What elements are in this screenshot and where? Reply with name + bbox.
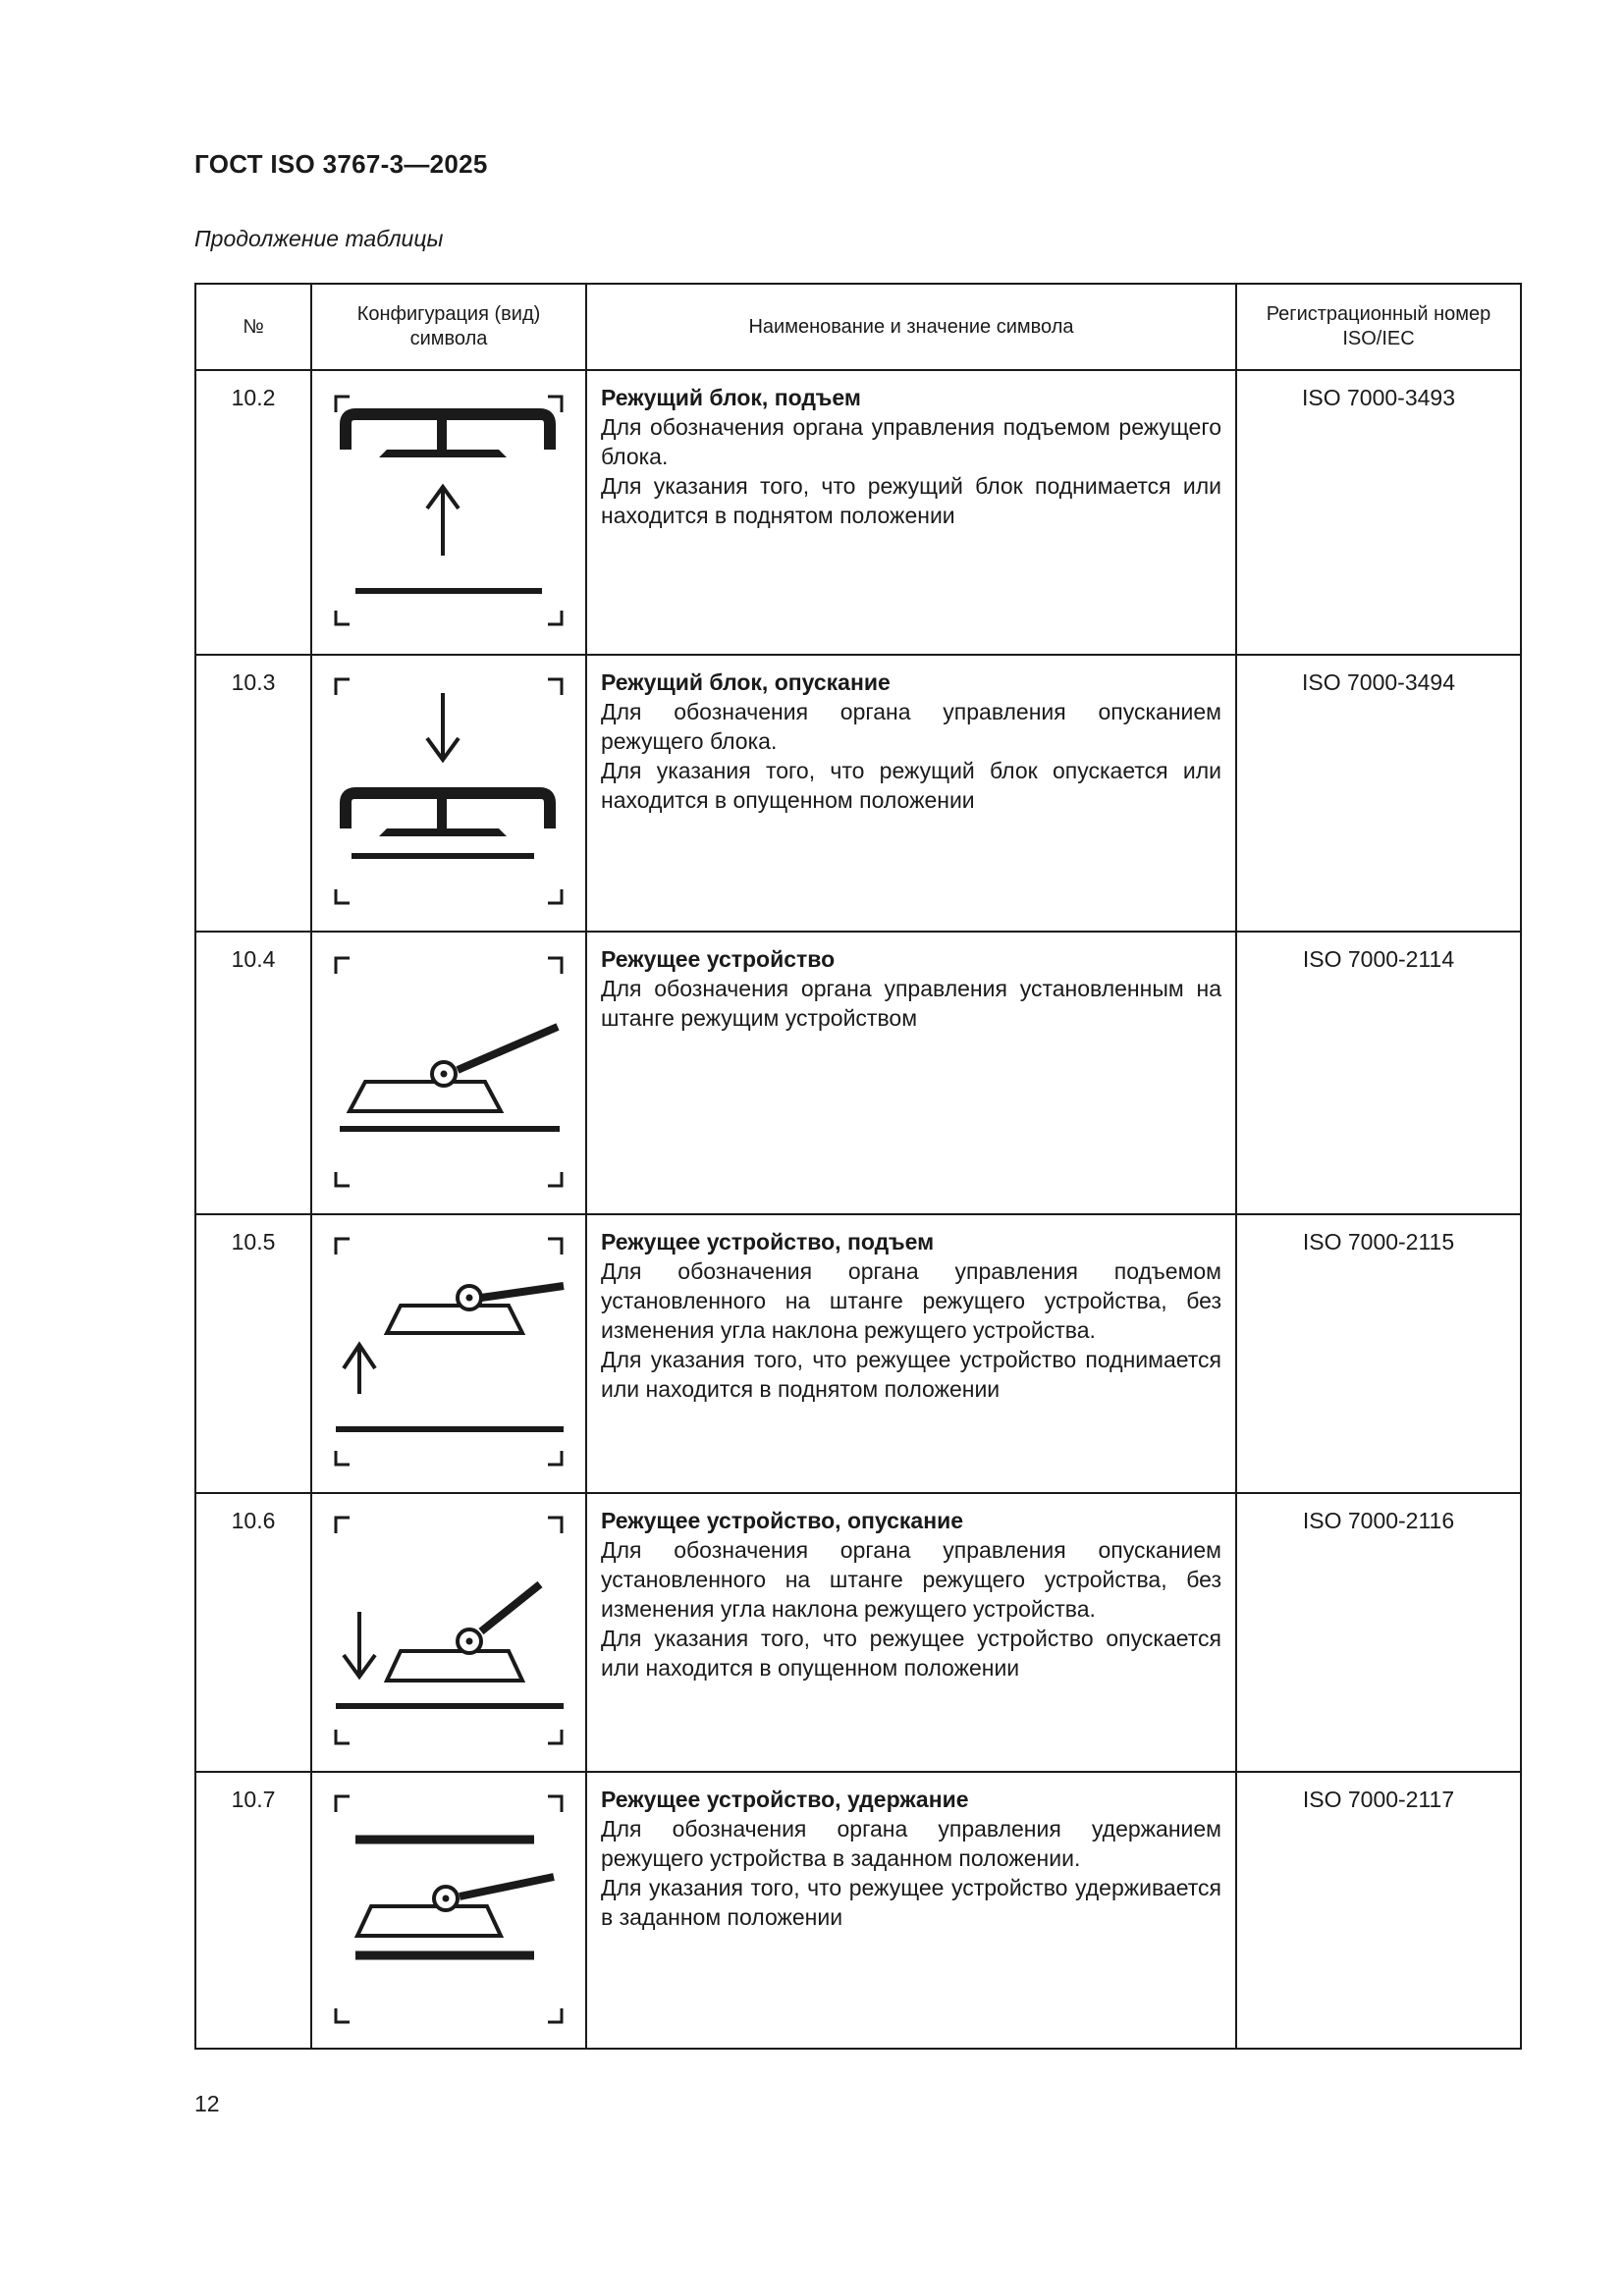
symbol-cell <box>311 1772 586 2049</box>
page-number: 12 <box>194 2091 220 2116</box>
registration-number: ISO 7000-3493 <box>1236 370 1521 655</box>
column-header-registration-number: Регистрационный номер ISO/IEC <box>1236 284 1521 370</box>
document-title: ГОСТ ISO 3767-3—2025 <box>194 149 488 179</box>
description-line: Для указания того, что режущий блок поднимается или находится в поднятом положении <box>601 473 1221 528</box>
description-line: Для обозначения органа управления опусканием установленного на штанге режущего устройства, без изменения угла наклона режущего устройства. <box>601 1537 1221 1622</box>
registration-number: ISO 7000-3494 <box>1236 655 1521 932</box>
table-row <box>195 1772 1521 2049</box>
symbol-cell <box>311 1214 586 1493</box>
cutting-device-raise-symbol <box>312 1215 583 1490</box>
symbol-description <box>586 370 1236 655</box>
description-line: Для обозначения органа управления удержанием режущего устройства в заданном положении. <box>601 1816 1221 1871</box>
column-header-number: № <box>195 284 311 370</box>
symbol-description <box>586 655 1236 932</box>
description-line: Для указания того, что режущее устройство опускается или находится в опущенном положении <box>601 1626 1221 1681</box>
table-row <box>195 655 1521 932</box>
cutting-device-lower-symbol <box>312 1494 583 1769</box>
row-number: 10.2 <box>195 370 311 655</box>
description-line: Для обозначения органа управления установленным на штанге режущим устройством <box>601 976 1221 1031</box>
cutting-device-hold-symbol <box>312 1773 583 2046</box>
description-line: Для указания того, что режущее устройство поднимается или находится в поднятом положении <box>601 1347 1221 1402</box>
row-number: 10.6 <box>195 1493 311 1772</box>
column-header-configuration: Конфигурация (вид) символа <box>311 284 586 370</box>
symbols-table <box>194 283 1522 2050</box>
description-line: Для указания того, что режущий блок опускается или находится в опущенном положении <box>601 758 1221 813</box>
symbol-name: Режущее устройство, подъем <box>601 1229 935 1255</box>
symbol-cell <box>311 1493 586 1772</box>
symbol-name: Режущее устройство, удержание <box>601 1787 969 1812</box>
symbol-name: Режущее устройство <box>601 946 836 972</box>
column-header-name-meaning: Наименование и значение символа <box>586 284 1236 370</box>
row-number: 10.7 <box>195 1772 311 2049</box>
table-row <box>195 1493 1521 1772</box>
registration-number: ISO 7000-2115 <box>1236 1214 1521 1493</box>
symbol-cell <box>311 655 586 932</box>
symbol-name: Режущий блок, опускание <box>601 669 891 695</box>
symbol-description <box>586 1214 1236 1493</box>
symbol-cell <box>311 370 586 655</box>
registration-number: ISO 7000-2114 <box>1236 932 1521 1214</box>
symbol-name: Режущий блок, подъем <box>601 385 861 410</box>
description-line: Для обозначения органа управления подъемом режущего блока. <box>601 414 1221 469</box>
table-header-row <box>195 284 1521 370</box>
row-number: 10.4 <box>195 932 311 1214</box>
description-line: Для указания того, что режущее устройство удерживается в заданном положении <box>601 1875 1221 1930</box>
table-continuation-label: Продолжение таблицы <box>194 226 444 251</box>
symbol-description <box>586 1493 1236 1772</box>
table-row <box>195 1214 1521 1493</box>
symbol-name: Режущее устройство, опускание <box>601 1508 964 1533</box>
description-line: Для обозначения органа управления подъемом установленного на штанге режущего устройства, без изменения угла наклона режущего устройства. <box>601 1258 1221 1343</box>
registration-number: ISO 7000-2117 <box>1236 1772 1521 2049</box>
cutting-device-symbol <box>312 933 583 1211</box>
description-line: Для обозначения органа управления опусканием режущего блока. <box>601 699 1221 754</box>
row-number: 10.3 <box>195 655 311 932</box>
registration-number: ISO 7000-2116 <box>1236 1493 1521 1772</box>
row-number: 10.5 <box>195 1214 311 1493</box>
symbol-cell <box>311 932 586 1214</box>
table-row <box>195 370 1521 655</box>
symbol-description <box>586 1772 1236 2049</box>
table-row <box>195 932 1521 1214</box>
cutting-block-raise-symbol <box>312 371 583 652</box>
symbol-description <box>586 932 1236 1214</box>
cutting-block-lower-symbol <box>312 656 583 929</box>
